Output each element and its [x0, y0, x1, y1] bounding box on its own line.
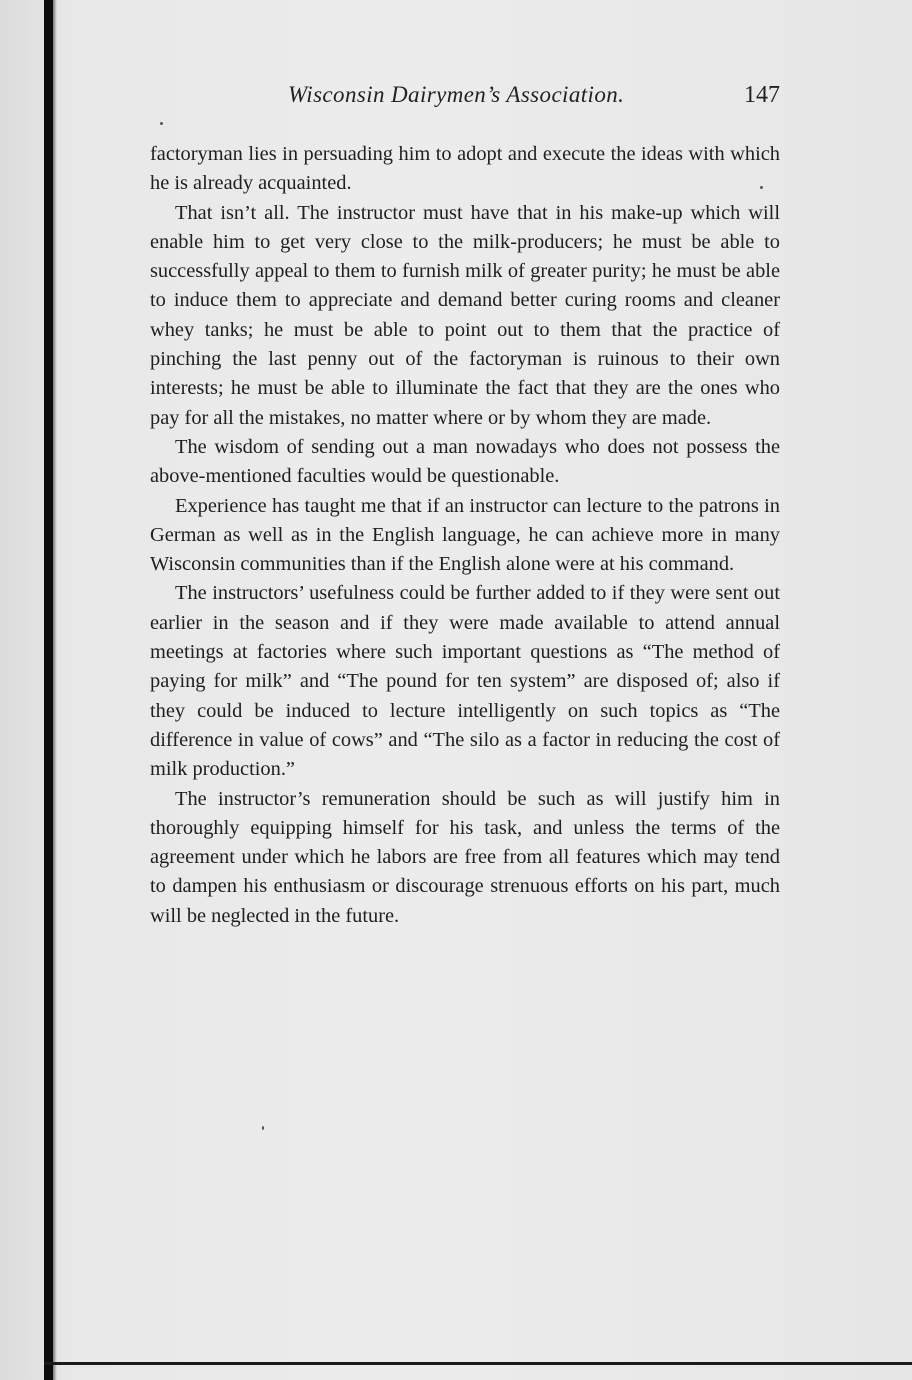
binding-edge: [44, 0, 53, 1380]
page-bottom-edge: [44, 1362, 912, 1365]
page-number: 147: [744, 82, 780, 108]
scan-speck: [160, 122, 163, 125]
running-title: Wisconsin Dairymen’s Association.: [288, 82, 625, 107]
running-header: [150, 82, 780, 122]
paragraph: The wisdom of sending out a man nowadays who does not possess the above-mentioned faculties would be questionable.: [150, 435, 780, 488]
paragraph: The instructors’ usefulness could be further added to if they were sent out earlier in the season and if they were made available to attend annual meetings at factories where such important questions as “The method of paying for milk” and “The pound for ten system” are disposed of; also if they could be induced to lecture intelligently on such topics as “The difference in value of cows” and “The silo as a factor in reducing the cost of milk production.”: [150, 582, 780, 781]
paragraph: Experience has taught me that if an instructor can lecture to the patrons in German as well as in the English language, he can achieve more in many Wisconsin communities than if the English alone were at his command.: [150, 494, 780, 576]
paragraph: That isn’t all. The instructor must have that in his make-up which will enable him to get very close to the milk-producers; he must be able to successfully appeal to them to furnish milk of greater purity; he must be able to induce them to appreciate and demand better curing rooms and cleaner whey tanks; he must be able to point out to them that the practice of pinching the last penny out of the factoryman is ruinous to their own interests; he must be able to illuminate the fact that they are the ones who pay for all the mistakes, no matter where or by whom they are made.: [150, 201, 780, 429]
paragraph: The instructor’s remuneration should be such as will justify him in thoroughly equipping himself for his task, and unless the terms of the agreement under which he labors are free from all features which may tend to dampen his enthusiasm or discourage strenuous efforts on his part, much will be neglected in the future.: [150, 787, 780, 927]
body-text: [150, 140, 780, 931]
scan-speck: [760, 186, 763, 189]
binding-shadow: [53, 0, 57, 1380]
scan-speck: [262, 1126, 264, 1130]
paragraph-continuation: factoryman lies in persuading him to adopt and execute the ideas with which he is already acquainted.: [150, 143, 780, 195]
